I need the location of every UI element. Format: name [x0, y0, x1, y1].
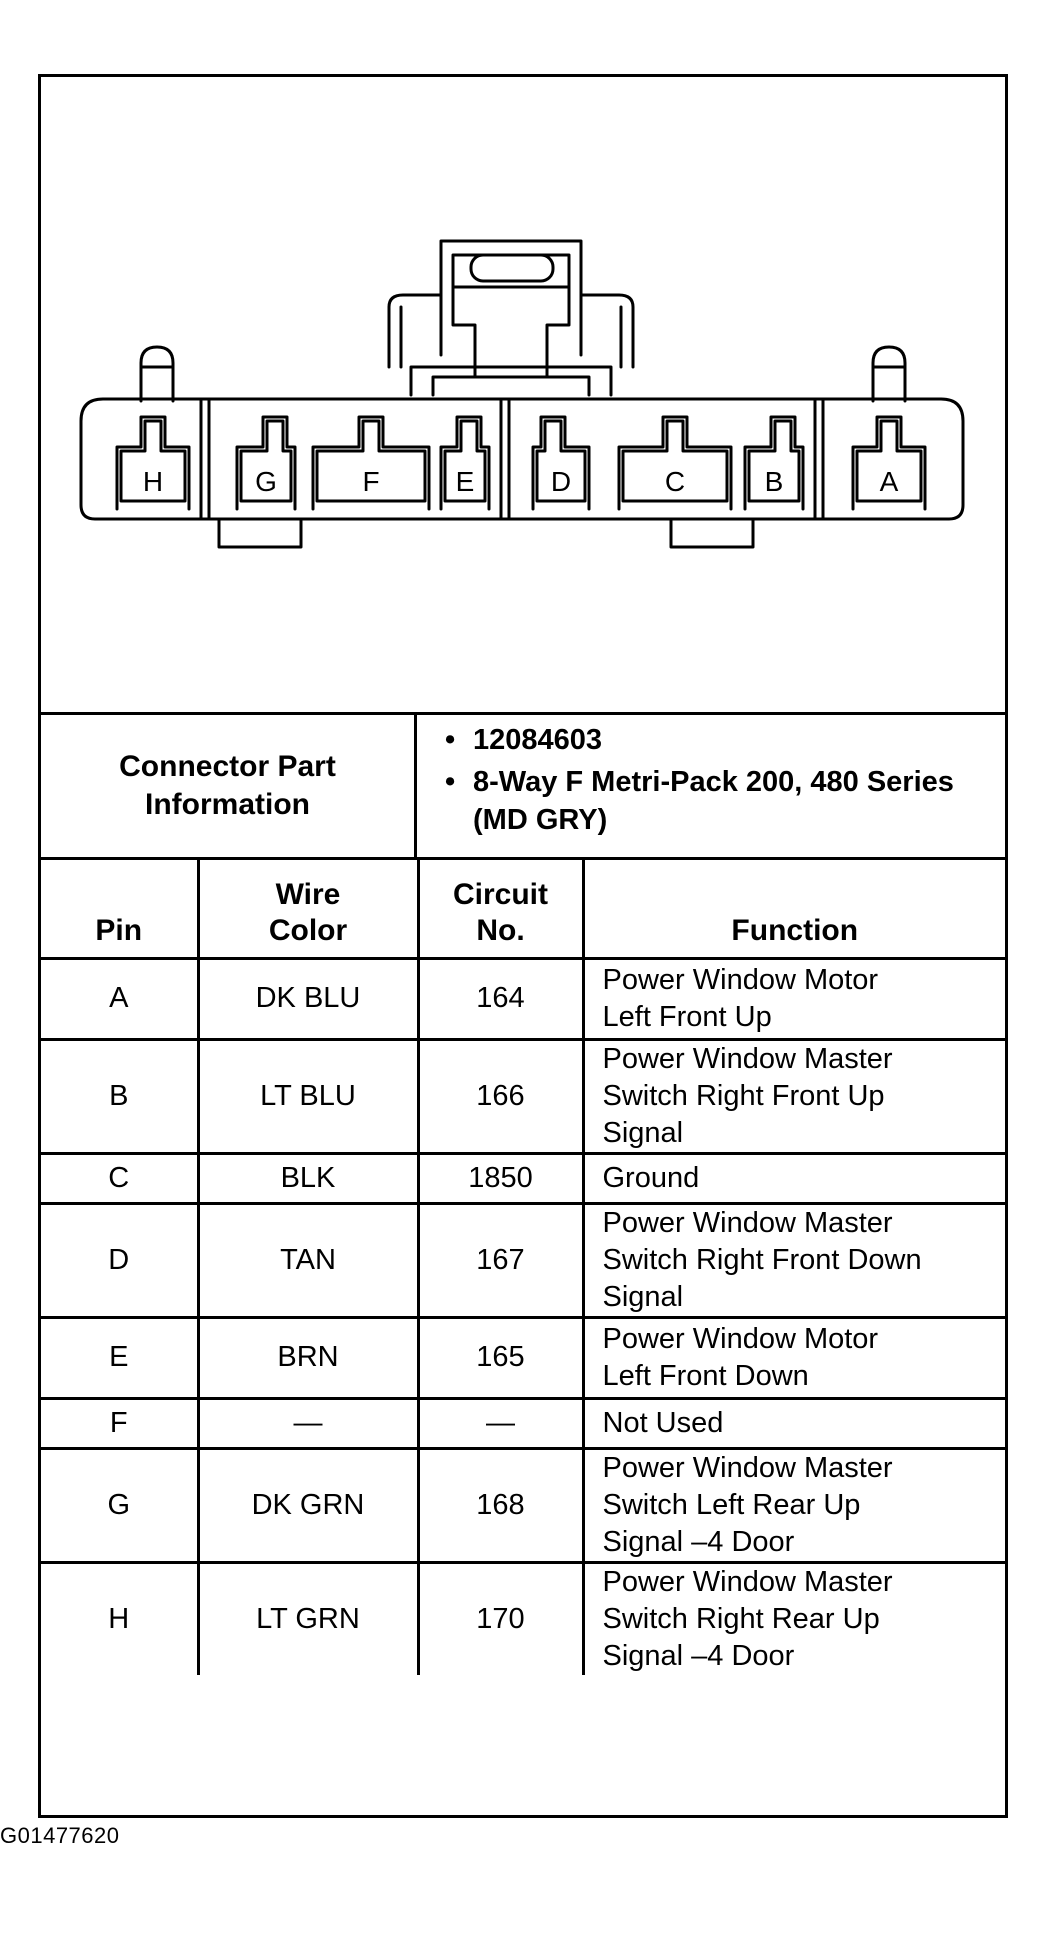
header-circuit-no: Circuit No.	[418, 860, 583, 958]
pin-cell: G	[41, 1448, 198, 1562]
wire-color-cell: LT BLU	[198, 1039, 418, 1153]
pin-label-c: C	[664, 466, 686, 497]
header-pin: Pin	[41, 860, 198, 958]
circuit-cell: 170	[418, 1562, 583, 1675]
connector-description: • 8-Way F Metri-Pack 200, 480 Series (MD GRY)	[445, 763, 1005, 839]
table-row	[41, 1203, 1005, 1317]
wire-color-cell: —	[198, 1398, 418, 1448]
table-row	[41, 1398, 1005, 1448]
pin-cell: E	[41, 1317, 198, 1398]
table-row	[41, 1562, 1005, 1675]
wire-color-cell: TAN	[198, 1203, 418, 1317]
table-row	[41, 1039, 1005, 1153]
circuit-cell: 166	[418, 1039, 583, 1153]
table-row	[41, 958, 1005, 1039]
function-cell: Power Window Master Switch Right Front Up Signal	[583, 1039, 1005, 1153]
table-row	[41, 1448, 1005, 1562]
connector-info-label: Connector Part Information	[41, 715, 417, 857]
connector-drawing	[41, 77, 1005, 712]
pin-cell: B	[41, 1039, 198, 1153]
table-row	[41, 1317, 1005, 1398]
post-left	[141, 347, 173, 401]
header-function: Function	[583, 860, 1005, 958]
function-cell: Power Window Master Switch Right Front Down Signal	[583, 1203, 1005, 1317]
latch-slot	[471, 255, 553, 281]
pin-label-b: B	[764, 466, 784, 497]
pin-cell: A	[41, 958, 198, 1039]
pin-cell: H	[41, 1562, 198, 1675]
pin-label-e: E	[455, 466, 475, 497]
connector-diagram	[41, 77, 1005, 715]
circuit-cell: 168	[418, 1448, 583, 1562]
wire-color-cell: BLK	[198, 1153, 418, 1203]
divider-3	[815, 399, 823, 519]
pin-label-g: G	[255, 466, 277, 497]
function-cell: Power Window Motor Left Front Up	[583, 958, 1005, 1039]
function-cell: Ground	[583, 1153, 1005, 1203]
connector-info-values	[417, 715, 1005, 857]
header-wire-color: Wire Color	[198, 860, 418, 958]
circuit-cell: 164	[418, 958, 583, 1039]
circuit-cell: 165	[418, 1317, 583, 1398]
part-number: • 12084603	[445, 721, 1005, 759]
pin-cell: C	[41, 1153, 198, 1203]
table-row	[41, 1153, 1005, 1203]
divider-1	[201, 399, 209, 519]
latch-inner	[441, 255, 581, 355]
connector-body	[81, 399, 963, 519]
bottom-tab-left	[219, 519, 301, 547]
circuit-cell: 1850	[418, 1153, 583, 1203]
wire-color-cell: DK GRN	[198, 1448, 418, 1562]
divider-2	[501, 399, 509, 519]
pinout-table	[41, 860, 1005, 1675]
document-id: G01477620	[0, 1823, 120, 1848]
function-cell: Power Window Master Switch Left Rear Up Signal –4 Door	[583, 1448, 1005, 1562]
connector-info-row	[41, 715, 1005, 860]
wire-color-cell: BRN	[198, 1317, 418, 1398]
pin-label-h: H	[142, 466, 164, 497]
post-right	[873, 347, 905, 401]
wire-color-cell: LT GRN	[198, 1562, 418, 1675]
function-cell: Power Window Master Switch Right Rear Up Signal –4 Door	[583, 1562, 1005, 1675]
pin-cell: F	[41, 1398, 198, 1448]
latch-arm	[453, 287, 569, 377]
circuit-cell: 167	[418, 1203, 583, 1317]
pin-label-f: F	[362, 466, 380, 497]
wire-color-cell: DK BLU	[198, 958, 418, 1039]
latch-outer	[389, 241, 633, 367]
table-header-row	[41, 860, 1005, 958]
latch-base	[411, 367, 611, 395]
pin-cell: D	[41, 1203, 198, 1317]
bottom-tab-right	[671, 519, 753, 547]
pin-label-a: A	[879, 466, 899, 497]
function-cell: Power Window Motor Left Front Down	[583, 1317, 1005, 1398]
document-frame	[38, 74, 1008, 1818]
pin-label-d: D	[550, 466, 572, 497]
function-cell: Not Used	[583, 1398, 1005, 1448]
circuit-cell: —	[418, 1398, 583, 1448]
